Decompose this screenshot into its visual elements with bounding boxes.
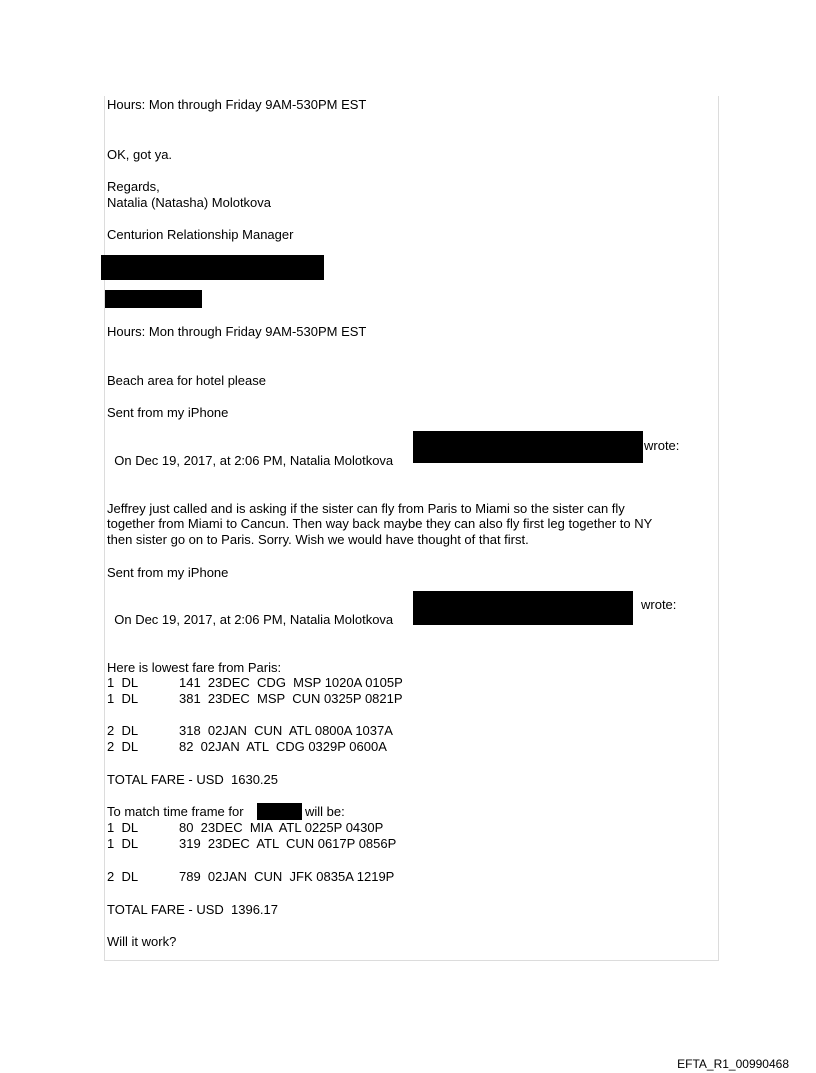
- hours-line-1: Hours: Mon through Friday 9AM-530PM EST: [107, 97, 367, 112]
- redaction-block: [105, 290, 202, 308]
- flight-seg: 2 DL: [107, 739, 139, 754]
- redaction-block: [413, 431, 643, 463]
- flight-seg: 1 DL: [107, 675, 139, 690]
- redaction-block: [101, 255, 324, 280]
- document-id: EFTA_R1_00990468: [677, 1057, 789, 1071]
- flight-detail: 381 23DEC MSP CUN 0325P 0821P: [179, 691, 403, 706]
- sent-from-iphone: Sent from my iPhone: [107, 405, 229, 420]
- redaction-block: [413, 591, 633, 625]
- flight-detail: 141 23DEC CDG MSP 1020A 0105P: [179, 675, 403, 690]
- flight-detail: 318 02JAN CUN ATL 0800A 1037A: [179, 723, 393, 738]
- flight-detail: 319 23DEC ATL CUN 0617P 0856P: [179, 836, 397, 851]
- total-fare-paris: TOTAL FARE - USD 1630.25: [107, 772, 278, 787]
- hours-line-2: Hours: Mon through Friday 9AM-530PM EST: [107, 324, 367, 339]
- flight-detail: 80 23DEC MIA ATL 0225P 0430P: [179, 820, 384, 835]
- reply-ok: OK, got ya.: [107, 147, 173, 162]
- redaction-block: [257, 803, 302, 820]
- quote-header-prefix: On Dec 19, 2017, at 2:06 PM, Natalia Molotkova: [114, 612, 394, 627]
- regards: Regards,: [107, 179, 160, 194]
- sent-from-iphone: Sent from my iPhone: [107, 565, 229, 580]
- quote-header-prefix: On Dec 19, 2017, at 2:06 PM, Natalia Molotkova: [114, 453, 394, 468]
- quote-header-suffix: wrote:: [644, 438, 680, 453]
- flight-detail: 82 02JAN ATL CDG 0329P 0600A: [179, 739, 387, 754]
- quote-header-1: [107, 438, 393, 468]
- flight-seg: 1 DL: [107, 836, 139, 851]
- lowest-fare-intro: Here is lowest fare from Paris:: [107, 660, 282, 675]
- quote-header-2: [107, 597, 393, 627]
- closing-question: Will it work?: [107, 934, 177, 949]
- flight-seg: 2 DL: [107, 723, 139, 738]
- jeffrey-line-1: Jeffrey just called and is asking if the sister can fly from Paris to Miami so the sister can fly: [107, 501, 625, 516]
- flight-seg: 1 DL: [107, 691, 139, 706]
- jeffrey-line-3: then sister go on to Paris. Sorry. Wish we would have thought of that first.: [107, 532, 529, 547]
- sender-name: Natalia (Natasha) Molotkova: [107, 195, 272, 210]
- total-fare-match: TOTAL FARE - USD 1396.17: [107, 902, 278, 917]
- flight-detail: 789 02JAN CUN JFK 0835A 1219P: [179, 869, 395, 884]
- sender-title: Centurion Relationship Manager: [107, 227, 294, 242]
- flight-seg: 1 DL: [107, 820, 139, 835]
- jeffrey-line-2: together from Miami to Cancun. Then way back maybe they can also fly first leg together to NY: [107, 516, 653, 531]
- beach-line: Beach area for hotel please: [107, 373, 266, 388]
- flight-seg: 2 DL: [107, 869, 139, 884]
- quote-header-suffix: wrote:: [641, 597, 677, 612]
- match-intro-suffix: will be:: [305, 804, 345, 819]
- match-intro-prefix: To match time frame for: [107, 804, 244, 819]
